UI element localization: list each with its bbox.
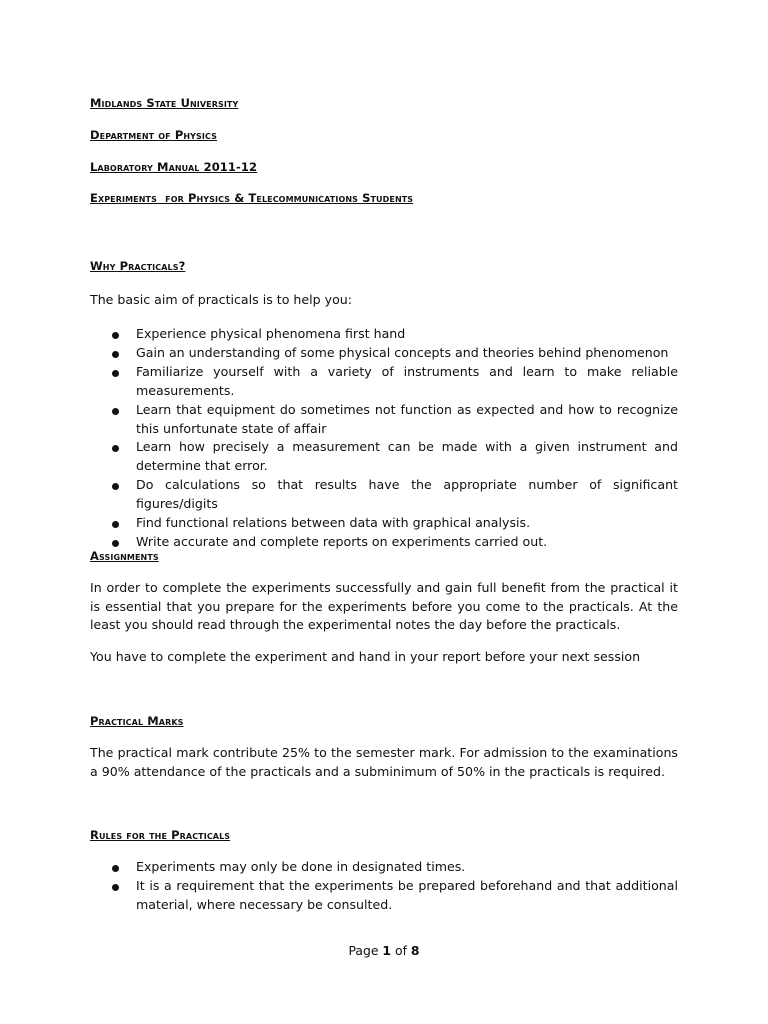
assignments-heading: Assignments xyxy=(90,549,159,563)
list-item: It is a requirement that the experiments be prepared beforehand and that additional material, where necessary be consulted. xyxy=(90,877,678,915)
list-item: Gain an understanding of some physical concepts and theories behind phenomenon xyxy=(90,344,678,363)
bullet-icon xyxy=(112,445,119,452)
bullet-icon xyxy=(112,483,119,490)
experiments-heading: Experiments for Physics & Telecommunications Students xyxy=(90,191,414,205)
why-practicals-intro: The basic aim of practicals is to help you: xyxy=(90,292,353,307)
bullet-icon xyxy=(112,408,119,415)
bullet-icon xyxy=(112,865,119,872)
page-word: Page xyxy=(348,943,379,958)
practical-marks-heading: Practical Marks xyxy=(90,714,184,728)
aims-list xyxy=(90,325,678,552)
bullet-icon xyxy=(112,521,119,528)
list-item: Learn how precisely a measurement can be made with a given instrument and determine that error. xyxy=(90,438,678,476)
assignments-paragraph: In order to complete the experiments successfully and gain full benefit from the practical it is essential that you prepare for the experiments before you come to the practicals. At the least you should read through the experimental notes the day before the practicals. xyxy=(90,580,678,633)
list-item: Do calculations so that results have the appropriate number of significant figures/digits xyxy=(90,476,678,514)
bullet-icon xyxy=(112,540,119,547)
current-page-number: 1 xyxy=(382,943,392,958)
list-item: Write accurate and complete reports on experiments carried out. xyxy=(90,533,678,552)
list-item: Experience physical phenomena first hand xyxy=(90,325,678,344)
practical-marks-paragraph: The practical mark contribute 25% to the semester mark. For admission to the examinations a 90% attendance of the practicals and a subminimum of 50% in the practicals is required. xyxy=(90,745,678,779)
page-number-footer xyxy=(0,943,768,958)
list-item: Experiments may only be done in designated times. xyxy=(90,858,678,877)
bullet-icon xyxy=(112,884,119,891)
total-page-number: 8 xyxy=(410,943,420,958)
assignments-deadline-paragraph: You have to complete the experiment and hand in your report before your next session xyxy=(90,649,641,664)
bullet-icon xyxy=(112,351,119,358)
bullet-icon xyxy=(112,332,119,339)
of-word: of xyxy=(395,943,407,958)
rules-list xyxy=(90,858,678,915)
manual-heading: Laboratory Manual 2011-12 xyxy=(90,160,258,174)
department-heading: Department of Physics xyxy=(90,128,217,142)
list-item: Find functional relations between data with graphical analysis. xyxy=(90,514,678,533)
university-heading: Midlands State University xyxy=(90,96,239,110)
bullet-icon xyxy=(112,370,119,377)
list-item: Learn that equipment do sometimes not function as expected and how to recognize this unfortunate state of affair xyxy=(90,401,678,439)
rules-heading: Rules for the Practicals xyxy=(90,828,231,842)
list-item: Familiarize yourself with a variety of instruments and learn to make reliable measurements. xyxy=(90,363,678,401)
why-practicals-heading: Why Practicals? xyxy=(90,259,186,273)
